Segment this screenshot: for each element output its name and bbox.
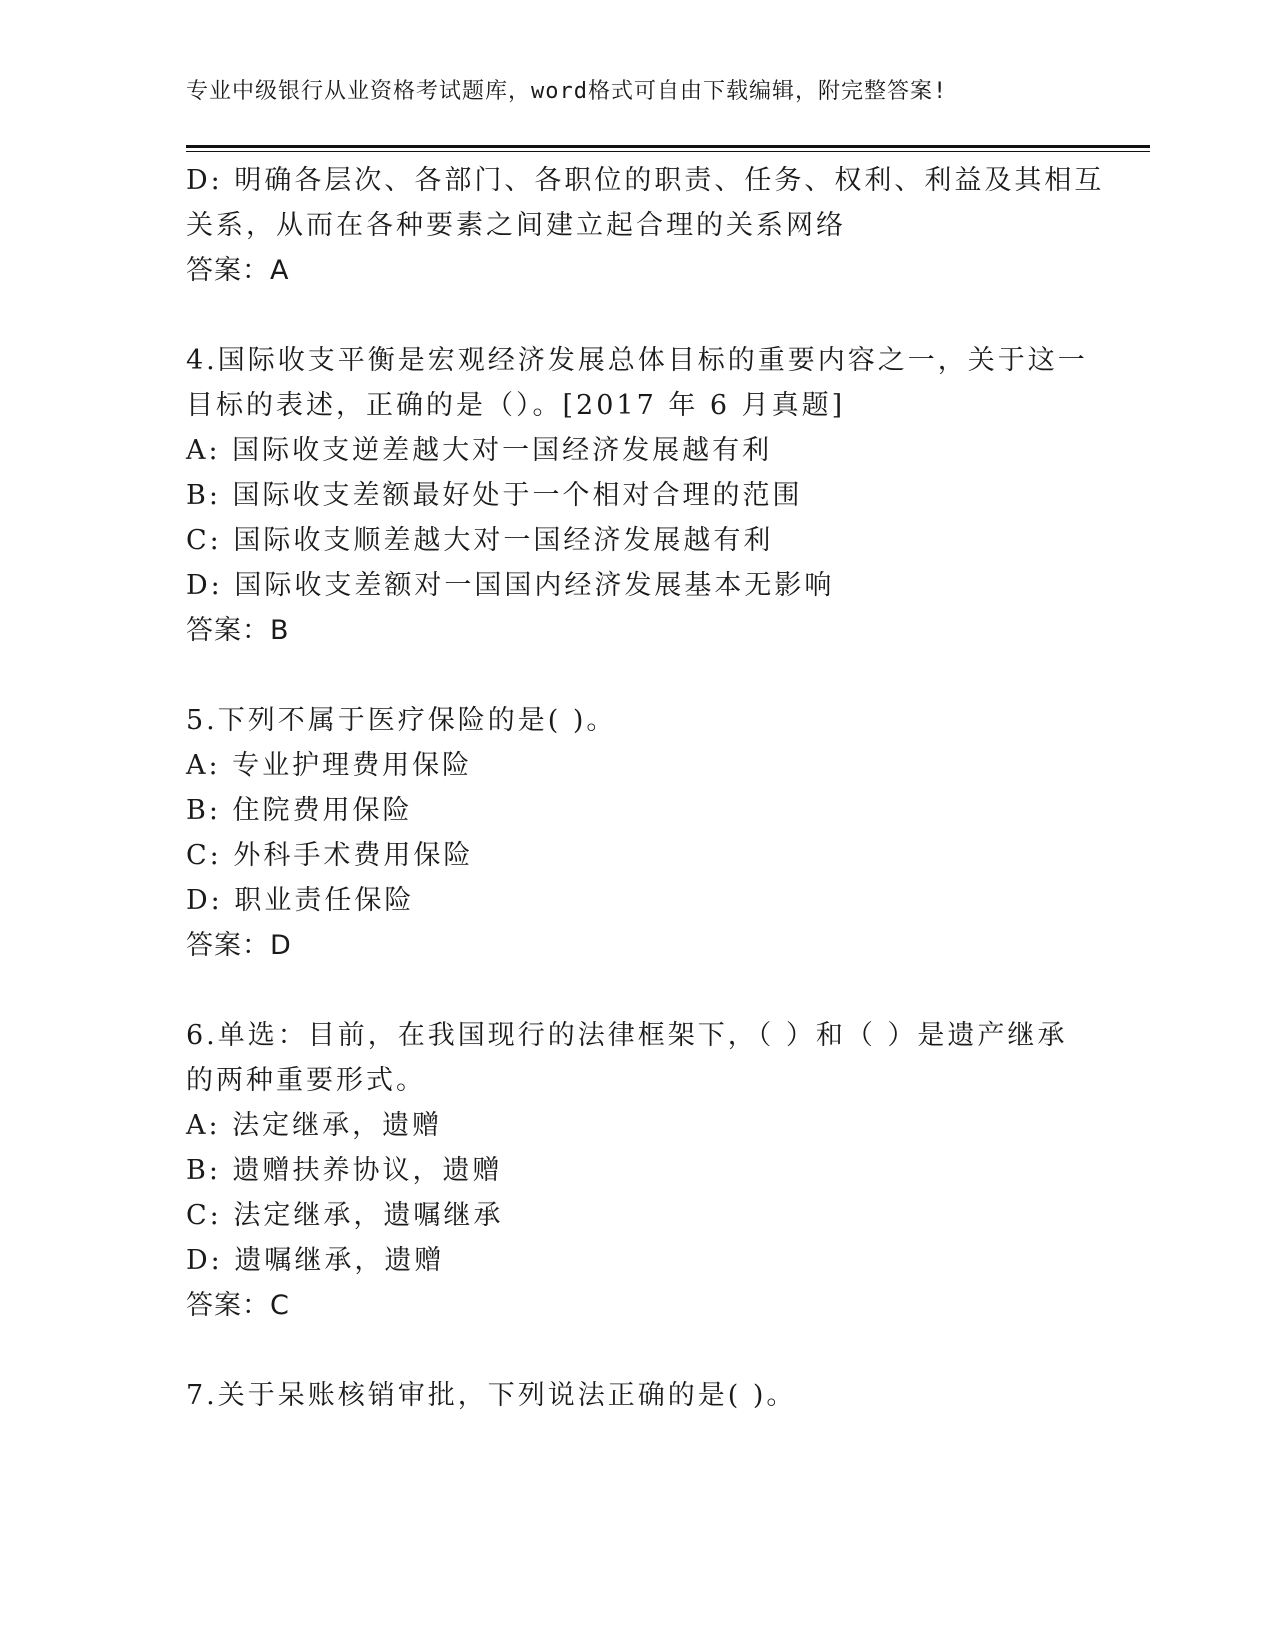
spacer [186,968,1086,1013]
question-5-option-d: D: 职业责任保险 [186,885,415,916]
page-header: 专业中级银行从业资格考试题库，word格式可自由下载编辑，附完整答案! [186,79,948,104]
question-4-option-a: A: 国际收支逆差越大对一国经济发展越有利 [186,435,773,466]
question-5-line-1: 5.下列不属于医疗保险的是( )。 [186,705,617,736]
question-5-answer: 答案：D [186,930,292,961]
question-6-option-d: D: 遗嘱继承，遗赠 [186,1245,445,1276]
answer-line: 答案：A [186,255,290,286]
question-content [186,158,1105,1418]
question-6-option-b: B: 遗赠扶养协议，遗赠 [186,1155,503,1186]
question-4-option-c: C: 国际收支顺差越大对一国经济发展越有利 [186,525,774,556]
question-4-option-d: D: 国际收支差额对一国国内经济发展基本无影响 [186,570,835,601]
question-4-line-2: 目标的表述，正确的是（）。[2017 年 6 月真题] [186,390,846,421]
question-6-option-a: A: 法定继承，遗赠 [186,1110,443,1141]
question-6-line-2: 的两种重要形式。 [186,1065,426,1096]
question-5-option-a: A: 专业护理费用保险 [186,750,473,781]
question-6-answer: 答案：C [186,1290,290,1321]
header-rule-thick [186,145,1150,148]
question-4-line-1: 4.国际收支平衡是宏观经济发展总体目标的重要内容之一，关于这一 [186,345,1088,376]
question-7-line-1: 7.关于呆账核销审批，下列说法正确的是( )。 [186,1380,797,1411]
option-d-line-2: 关系，从而在各种要素之间建立起合理的关系网络 [186,210,846,241]
question-5-option-b: B: 住院费用保险 [186,795,413,826]
header-rule-thin [186,151,1150,152]
option-d-line-1: D: 明确各层次、各部门、各职位的职责、任务、权利、利益及其相互 [186,165,1105,196]
spacer [186,653,1086,698]
spacer [186,293,1086,338]
question-6-option-c: C: 法定继承，遗嘱继承 [186,1200,504,1231]
question-4-option-b: B: 国际收支差额最好处于一个相对合理的范围 [186,480,803,511]
question-5-option-c: C: 外科手术费用保险 [186,840,474,871]
question-4-answer: 答案：B [186,615,290,646]
question-6-line-1: 6.单选：目前，在我国现行的法律框架下，（ ）和（ ）是遗产继承 [186,1020,1068,1051]
spacer [186,1328,1086,1373]
